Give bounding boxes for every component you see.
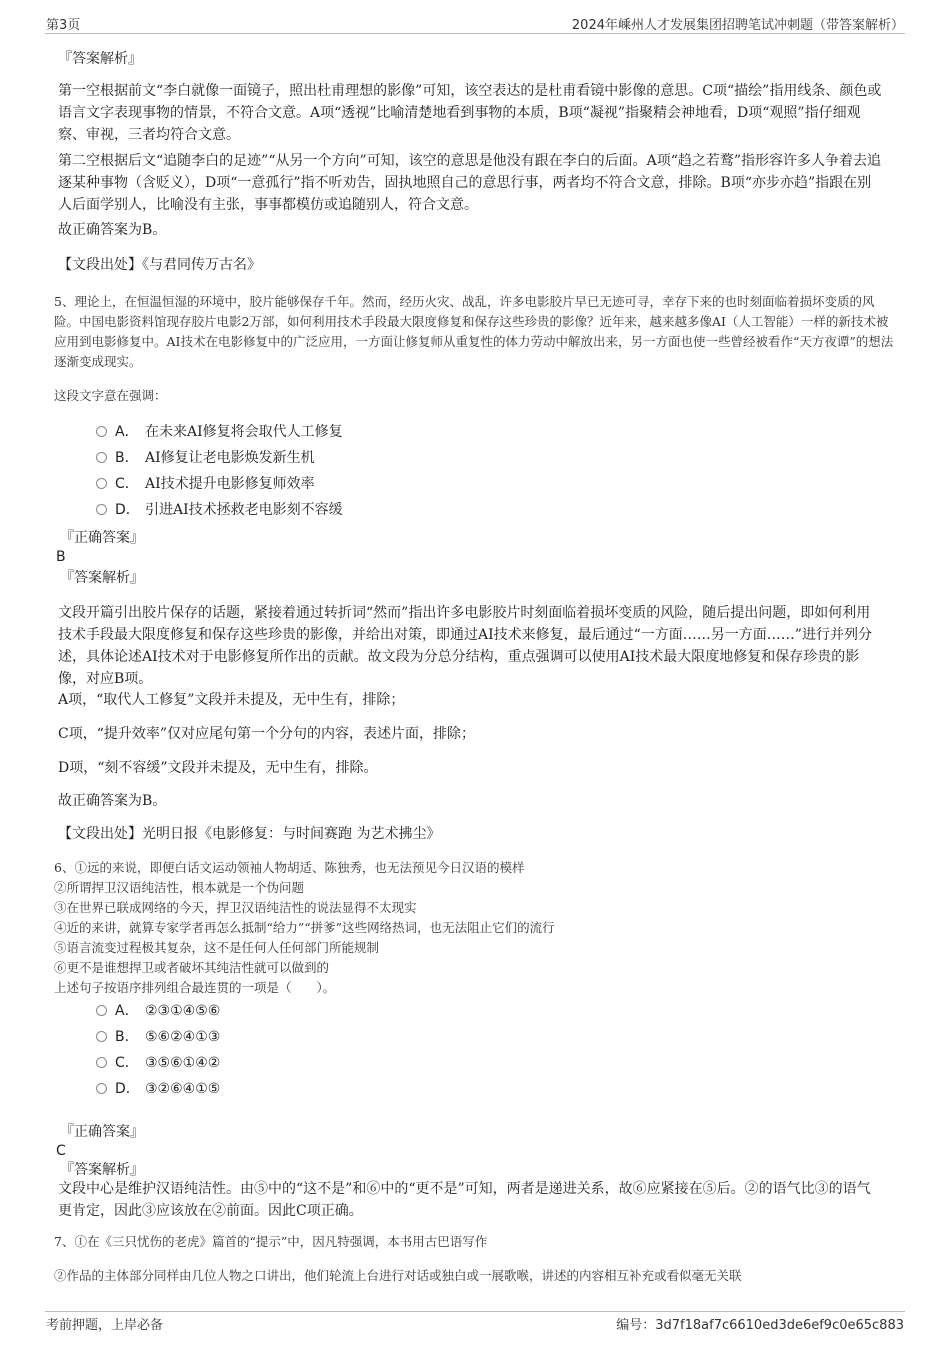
q5-analysis-p1: 文段开篇引出胶片保存的话题，紧接着通过转折词“然而”指出许多电影胶片时刻面临着损坏变质的风险，随后提出问题，即如何利用技术手段最大限度修复和保存这些珍贵的影像，并给出对策，即通过AI技术来修复，最后通过“一方面……另一方面……”进行并列分述，具体论述AI技术对于电影修复所作出的贡献。故文段为分总分结构，重点强调可以使用AI技术最大限度地修复和保存珍贵的影像，对应B项。 xyxy=(58,605,872,687)
q5-option-c[interactable]: C． AI技术提升电影修复师效率 xyxy=(96,474,315,494)
radio-icon[interactable] xyxy=(96,478,107,489)
q5-option-a[interactable]: A． 在未来AI修复将会取代人工修复 xyxy=(96,422,343,442)
q6-line-4: ④近的来讲，就算专家学者再怎么抵制“给力”“拼爹”这些网络热词，也无法阻止它们的流行 xyxy=(54,920,555,935)
q4-source: 【文段出处】《与君同传万古名》 xyxy=(58,257,261,273)
q6-line-3: ③在世界已联成网络的今天，捍卫汉语纯洁性的说法显得不太现实 xyxy=(54,900,417,915)
document-title: 2024年嵊州人才发展集团招聘笔试冲刺题（带答案解析） xyxy=(571,18,904,33)
q7-line-2: ②作品的主体部分同样由几位人物之口讲出，他们轮流上台进行对话或独白或一展歌喉，讲述的内容相互补充或看似毫无关联 xyxy=(54,1268,742,1283)
radio-icon[interactable] xyxy=(96,504,107,515)
q6-analysis-label: 『答案解析』 xyxy=(60,1162,144,1178)
page-number: 第3页 xyxy=(46,18,81,33)
q6-line-1: 6、①远的来说，即便白话文运动领袖人物胡适、陈独秀，也无法预见今日汉语的模样 xyxy=(54,860,525,875)
q6-option-d[interactable]: D． ③②⑥④①⑤ xyxy=(96,1079,220,1099)
q6-option-a[interactable]: A． ②③①④⑤⑥ xyxy=(96,1001,220,1021)
header-divider xyxy=(45,33,905,34)
q6-line-2: ②所谓捍卫汉语纯洁性，根本就是一个伪问题 xyxy=(54,880,305,895)
q6-line-6: ⑥更不是谁想捍卫或者破坏其纯洁性就可以做到的 xyxy=(54,960,330,975)
footer-slogan: 考前押题，上岸必备 xyxy=(46,1318,164,1333)
q5-answer: B xyxy=(56,549,66,565)
q6-prompt: 上述句子按语序排列组合最连贯的一项是（ ）。 xyxy=(54,980,336,995)
radio-icon[interactable] xyxy=(96,1031,107,1042)
radio-icon[interactable] xyxy=(96,1005,107,1016)
q5-answer-label: 『正确答案』 xyxy=(60,530,144,546)
radio-icon[interactable] xyxy=(96,426,107,437)
footer-divider xyxy=(45,1311,905,1312)
q4-analysis-p1: 第一空根据前文“李白就像一面镜子，照出杜甫理想的影像”可知，该空表达的是杜甫看镜中影像的意思。C项“描绘”指用线条、颜色或语言文字表现事物的情景，不符合文意。A项“透视”比喻清楚地看到事物的本质，B项“凝视”指聚精会神地看，D项“观照”指仔细观察、审视，三者均符合文意。 xyxy=(58,83,882,143)
q5-analysis-p2: A项，“取代人工修复”文段并未提及，无中生有，排除； xyxy=(58,692,405,708)
q4-analysis-p2: 第二空根据后文“追随李白的足迹”“从另一个方向”可知，该空的意思是他没有跟在李白的后面。A项“趋之若鹜”指形容许多人争着去追逐某种事物（含贬义），D项“一意孤行”指不听劝告，固执地照自己的意思行事，两者均不符合文意，排除。B项“亦步亦趋”指跟在别人后面学别人，比喻没有主张，事事都模仿或追随别人，符合文意。 xyxy=(58,153,882,213)
q5-conclusion: 故正确答案为B。 xyxy=(58,793,167,809)
q5-stem: 5、理论上，在恒温恒湿的环境中，胶片能够保存千年。然而，经历火灾、战乱，许多电影胶片早已无迹可寻，幸存下来的也时刻面临着损坏变质的风险。中国电影资料馆现存胶片电影2万部，如何利用技术手段最大限度修复和保存这些珍贵的影像？近年来，越来越多像AI（人工智能）一样的新技术被应用到电影修复中。AI技术在电影修复中的广泛应用，一方面让修复师从重复性的体力劳动中解放出来，另一方面也使一些曾经被看作“天方夜谭”的想法逐渐变成现实。 xyxy=(54,294,894,369)
radio-icon[interactable] xyxy=(96,452,107,463)
q6-analysis: 文段中心是维护汉语纯洁性。由⑤中的“这不是”和⑥中的“更不是”可知，两者是递进关系，故⑥应紧接在⑤后。②的语气比③的语气更肯定，因此③应该放在②前面。因此C项正确。 xyxy=(58,1181,871,1219)
q4-analysis-label: 『答案解析』 xyxy=(58,51,142,67)
q6-answer: C xyxy=(56,1143,66,1159)
q5-source: 【文段出处】光明日报《电影修复：与时间赛跑 为艺术拂尘》 xyxy=(58,826,441,842)
q5-option-b[interactable]: B． AI修复让老电影焕发新生机 xyxy=(96,448,315,468)
radio-icon[interactable] xyxy=(96,1057,107,1068)
radio-icon[interactable] xyxy=(96,1083,107,1094)
q6-option-b[interactable]: B． ⑤⑥②④①③ xyxy=(96,1027,220,1047)
q4-conclusion: 故正确答案为B。 xyxy=(58,222,167,238)
q5-analysis-label: 『答案解析』 xyxy=(60,570,144,586)
q5-option-d[interactable]: D． 引进AI技术拯救老电影刻不容缓 xyxy=(96,500,343,520)
q7-line-1: 7、①在《三只忧伤的老虎》篇首的“提示”中，因凡特强调，本书用古巴语写作 xyxy=(54,1234,488,1249)
footer-doc-id: 编号：3d7f18af7c6610ed3de6ef9c0e65c883 xyxy=(616,1318,904,1333)
q5-prompt: 这段文字意在强调： xyxy=(54,388,167,403)
q6-option-c[interactable]: C． ③⑤⑥①④② xyxy=(96,1053,220,1073)
q5-analysis-p3: C项，“提升效率”仅对应尾句第一个分句的内容，表述片面，排除； xyxy=(58,726,476,742)
q6-line-5: ⑤语言流变过程极其复杂，这不是任何人任何部门所能规制 xyxy=(54,940,380,955)
q5-analysis-p4: D项，“刻不容缓”文段并未提及，无中生有，排除。 xyxy=(58,760,378,776)
q6-answer-label: 『正确答案』 xyxy=(60,1124,144,1140)
